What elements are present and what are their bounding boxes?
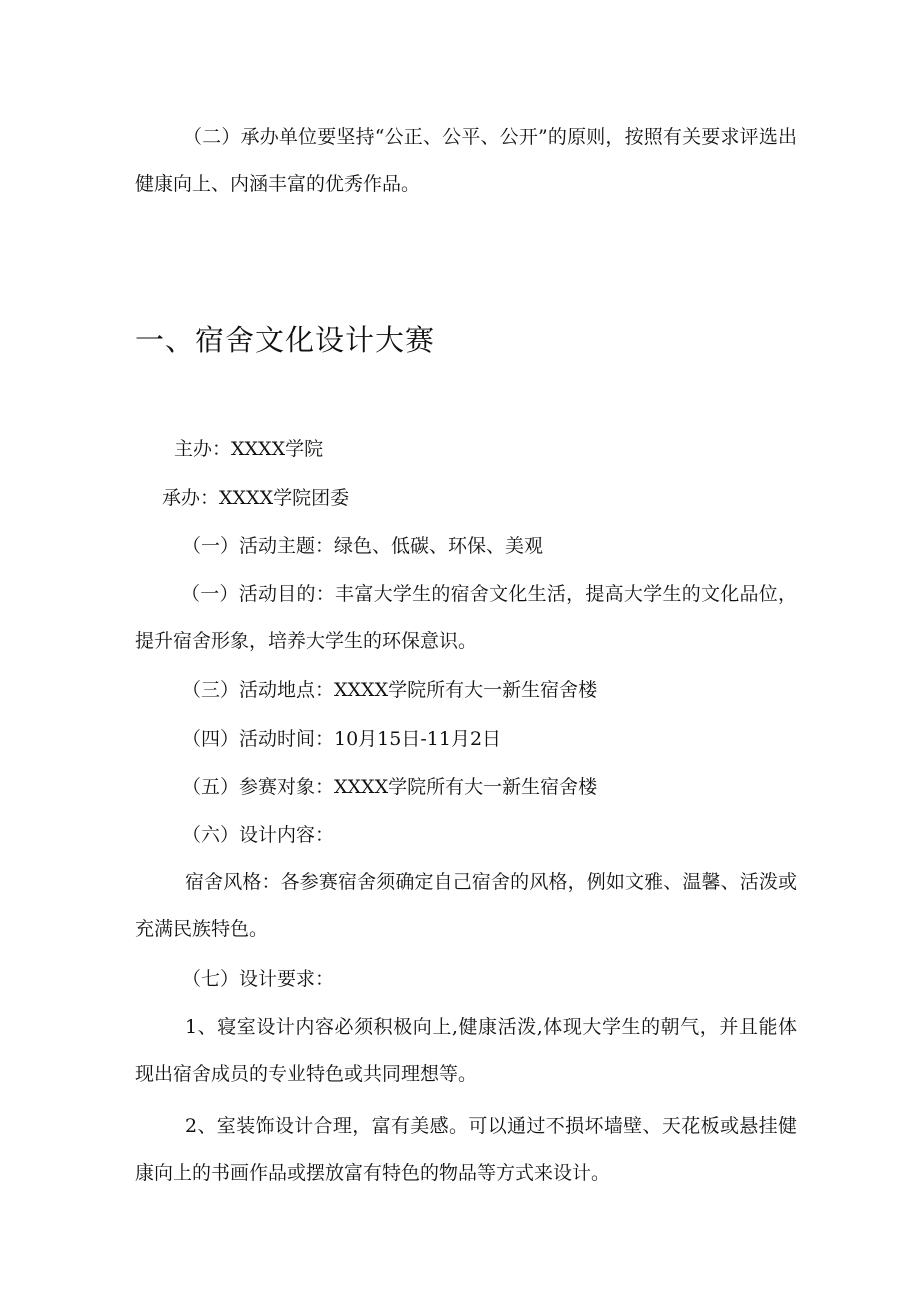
- requirement-2-paragraph: 2、室装饰设计合理，富有美感。可以通过不损坏墙壁、天花板或悬挂健康向上的书画作品或摆放富有特色的物品等方式来设计。: [135, 1115, 797, 1184]
- host-line: 主办：XXXX学院: [174, 438, 324, 460]
- content-title-line: （六）设计内容：: [182, 824, 335, 846]
- style-paragraph: 宿舍风格：各参赛宿舍须确定自己宿舍的风格，例如文雅、温馨、活泼或充满民族特色。: [135, 871, 797, 940]
- requirements-title-line: （七）设计要求：: [182, 968, 335, 990]
- purpose-paragraph: （一）活动目的：丰富大学生的宿舍文化生活，提高大学生的文化品位，提升宿舍形象，培养大学生的环保意识。: [135, 583, 797, 652]
- section-heading: 一、宿舍文化设计大赛: [135, 323, 436, 357]
- theme-line: （一）活动主题：绿色、低碳、环保、美观: [182, 535, 544, 557]
- location-line: （三）活动地点：XXXX学院所有大一新生宿舍楼: [182, 679, 598, 701]
- participants-line: （五）参赛对象：XXXX学院所有大一新生宿舍楼: [182, 776, 598, 798]
- requirement-1-paragraph: 1、寝室设计内容必须积极向上,健康活泼,体现大学生的朝气，并且能体现出宿舍成员的专业特色或共同理想等。: [135, 1016, 797, 1085]
- time-line: （四）活动时间：10月15日-11月2日: [182, 728, 502, 750]
- principle-paragraph: （二）承办单位要坚持“公正、公平、公开”的原则，按照有关要求评选出健康向上、内涵丰富的优秀作品。: [135, 126, 797, 195]
- organizer-line: 承办：XXXX学院团委: [162, 487, 350, 509]
